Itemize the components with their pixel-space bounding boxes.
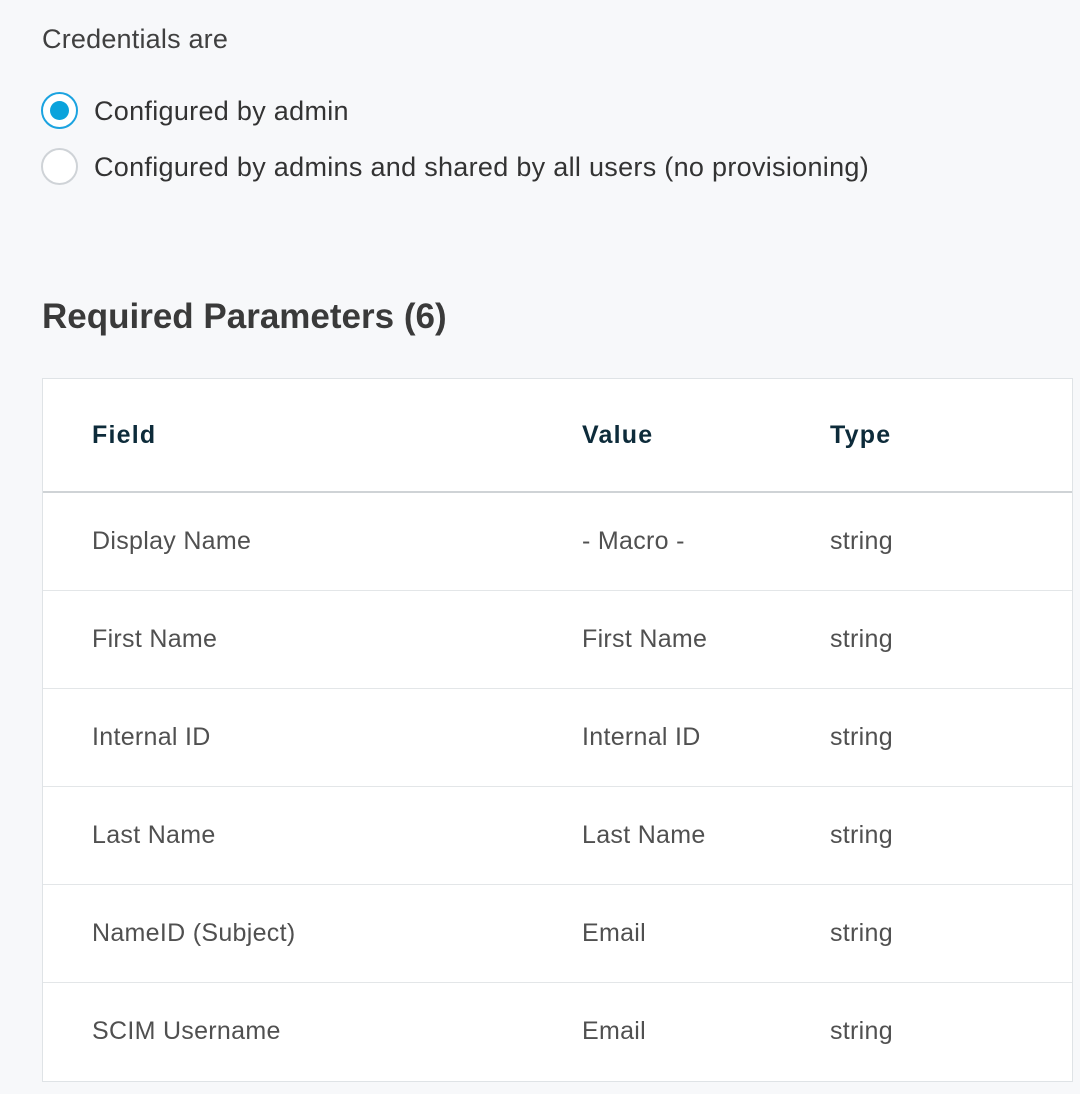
table-row[interactable] [43, 493, 1072, 591]
radio-button-checked-icon[interactable] [41, 92, 78, 129]
cell-value: First Name [582, 625, 708, 653]
cell-type: string [830, 919, 893, 947]
cell-value: Last Name [582, 821, 706, 849]
table-row[interactable] [43, 689, 1072, 787]
radio-label: Configured by admins and shared by all users (no provisioning) [94, 151, 870, 182]
radio-button-unchecked-icon[interactable] [41, 148, 78, 185]
cell-field: Internal ID [92, 723, 211, 751]
parameters-table [42, 378, 1073, 1082]
cell-type: string [830, 625, 893, 653]
table-row[interactable] [43, 787, 1072, 885]
cell-value: Email [582, 919, 647, 947]
cell-type: string [830, 1017, 893, 1045]
column-header-value[interactable]: Value [582, 421, 654, 449]
credentials-label: Credentials are [42, 24, 229, 54]
radio-option-configured-by-admin[interactable] [41, 92, 349, 129]
column-header-field[interactable]: Field [92, 421, 157, 449]
table-row[interactable] [43, 885, 1072, 983]
cell-type: string [830, 527, 893, 555]
table-row[interactable] [43, 983, 1072, 1081]
radio-option-shared-by-all-users[interactable] [41, 148, 869, 185]
cell-type: string [830, 723, 893, 751]
table-header [43, 379, 1072, 493]
cell-value: - Macro - [582, 527, 685, 555]
cell-field: SCIM Username [92, 1017, 281, 1045]
cell-value: Email [582, 1017, 647, 1045]
cell-value: Internal ID [582, 723, 701, 751]
column-header-type[interactable]: Type [830, 421, 892, 449]
section-title: Required Parameters (6) [42, 297, 447, 336]
cell-field: Last Name [92, 821, 216, 849]
cell-field: Display Name [92, 527, 252, 555]
cell-field: NameID (Subject) [92, 919, 296, 947]
radio-label: Configured by admin [94, 95, 349, 126]
cell-type: string [830, 821, 893, 849]
cell-field: First Name [92, 625, 218, 653]
table-row[interactable] [43, 591, 1072, 689]
